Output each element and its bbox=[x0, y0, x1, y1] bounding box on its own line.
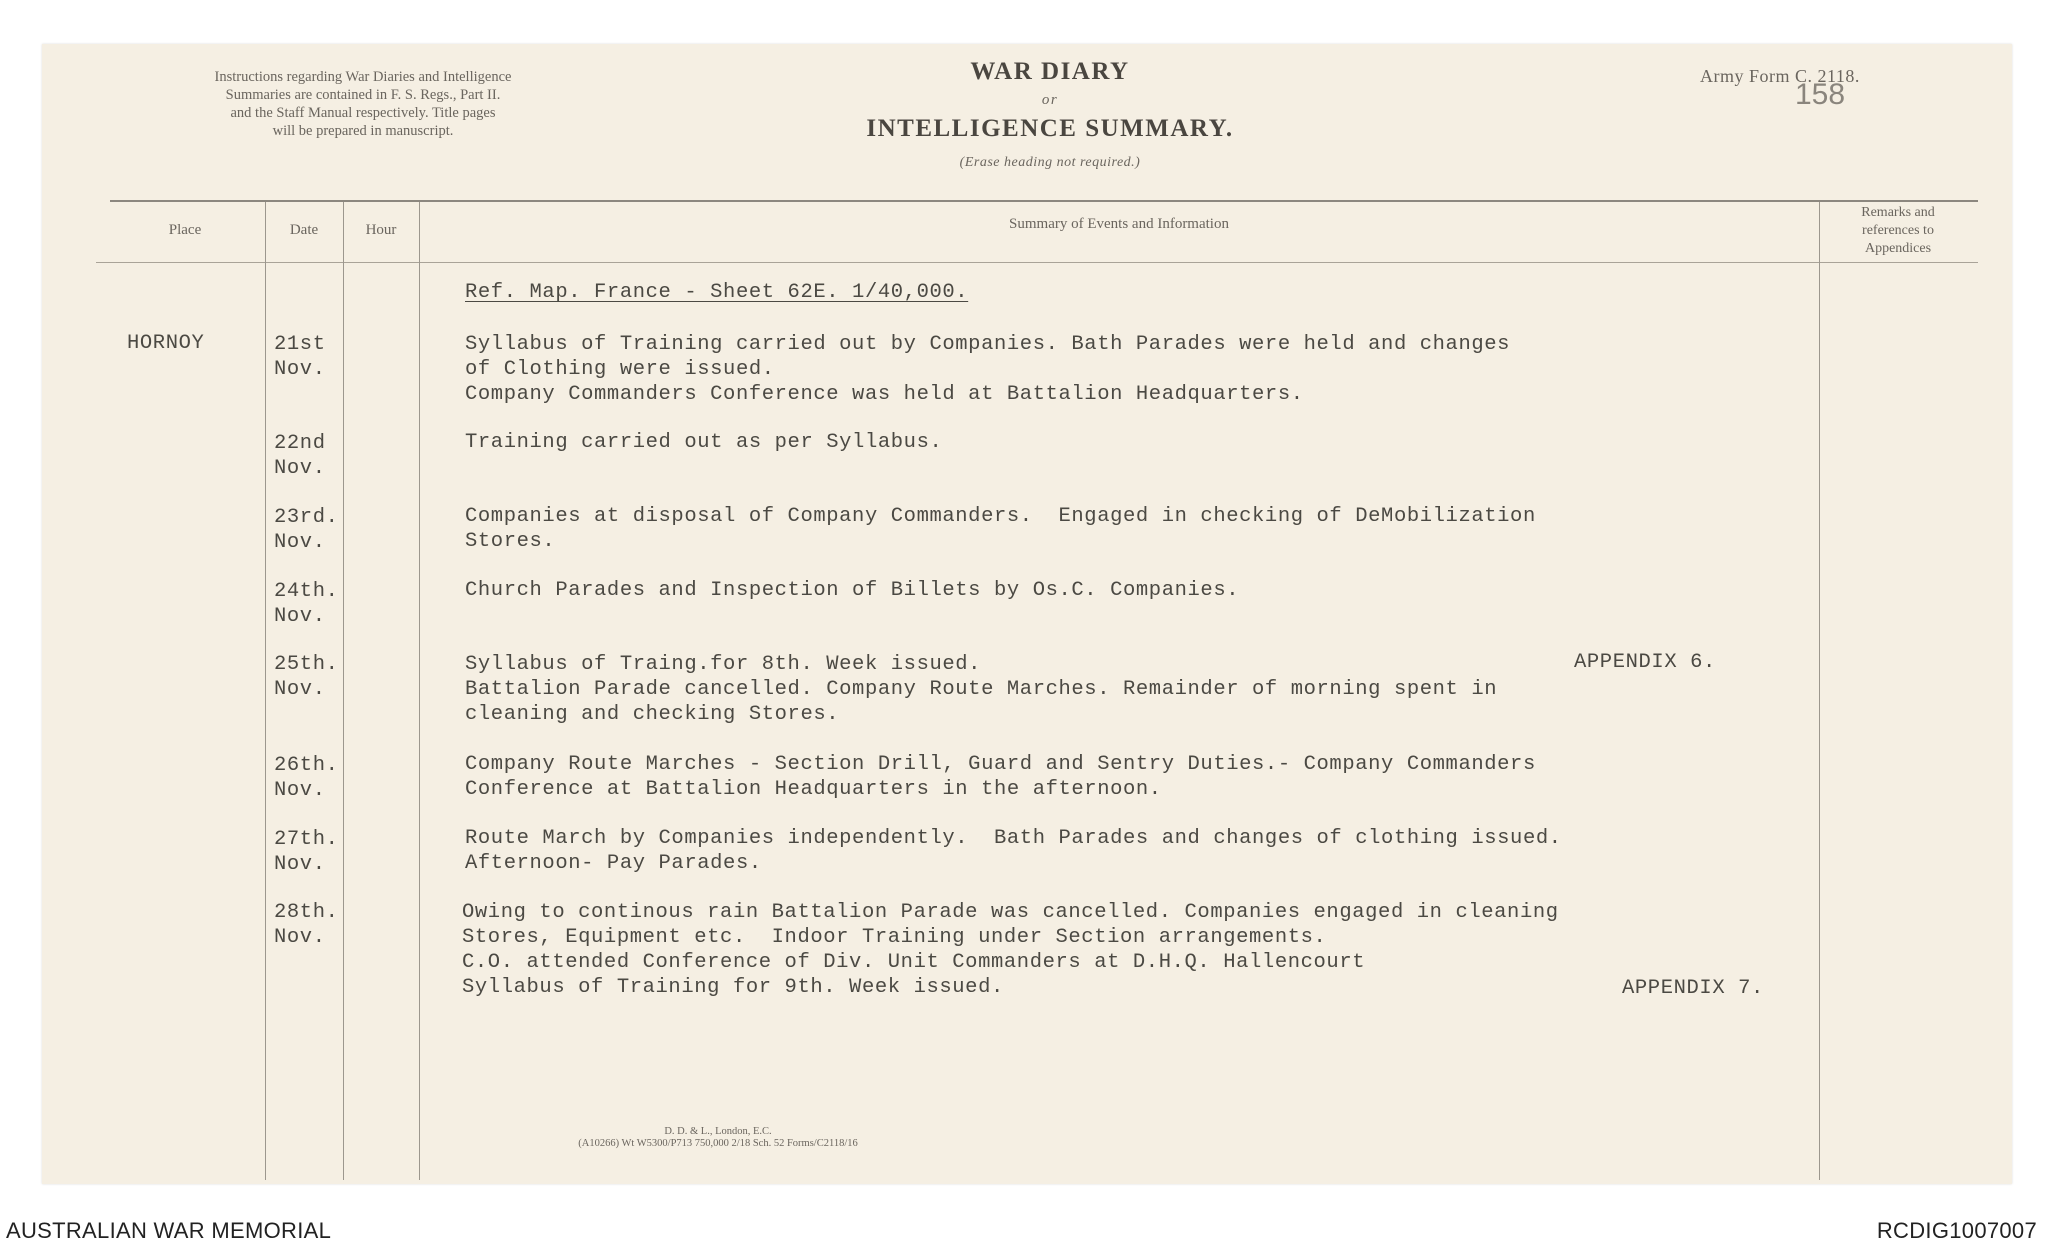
archive-id: RCDIG1007007 bbox=[1876, 1218, 2037, 1243]
entry-text bbox=[465, 332, 1510, 407]
entry-line: Conference at Battalion Headquarters in the afternoon. bbox=[465, 778, 1162, 801]
column-header-date: Date bbox=[289, 222, 319, 238]
column-header-hour: Hour bbox=[365, 222, 397, 238]
entry-date bbox=[274, 753, 339, 803]
date-month: Nov. bbox=[274, 853, 326, 876]
entry-line: Afternoon- Pay Parades. bbox=[465, 852, 762, 875]
column-header-summary: Summary of Events and Information bbox=[1009, 216, 1229, 232]
date-day: 27th. bbox=[274, 828, 339, 851]
date-day: 25th. bbox=[274, 653, 339, 676]
entry-line: Owing to continous rain Battalion Parade was cancelled. Companies engaged in cleaning bbox=[462, 901, 1559, 924]
instructions-line: and the Staff Manual respectively. Title pages bbox=[230, 105, 496, 121]
form-title bbox=[820, 58, 1280, 171]
appendix-reference: APPENDIX 7. bbox=[1622, 977, 1764, 1000]
date-month: Nov. bbox=[274, 605, 326, 628]
table-header-rule bbox=[96, 262, 1978, 263]
entry-line: Syllabus of Training carried out by Companies. Bath Parades were held and changes bbox=[465, 333, 1511, 356]
title-or: or bbox=[1041, 92, 1059, 108]
date-month: Nov. bbox=[274, 779, 326, 802]
entry-line: Syllabus of Training for 9th. Week issued. bbox=[462, 976, 1004, 999]
title-war-diary: WAR DIARY bbox=[970, 58, 1130, 85]
date-month: Nov. bbox=[274, 678, 326, 701]
entry-text bbox=[465, 826, 1562, 876]
entry-date bbox=[274, 652, 339, 702]
entry-date bbox=[274, 332, 326, 382]
instructions-line: will be prepared in manuscript. bbox=[272, 123, 454, 139]
erase-note: (Erase heading not required.) bbox=[959, 155, 1141, 170]
entry-line: Battalion Parade cancelled. Company Route Marches. Remainder of morning spent in bbox=[465, 678, 1498, 701]
entry-line: Training carried out as per Syllabus. bbox=[465, 431, 943, 454]
instructions-line: Instructions regarding War Diaries and Intelligence bbox=[214, 69, 512, 85]
column-header-place: Place bbox=[168, 222, 202, 238]
date-day: 28th. bbox=[274, 901, 339, 924]
remarks-line: references to bbox=[1862, 223, 1934, 238]
entry-text bbox=[465, 752, 1536, 802]
imprint-line: (A10266) Wt W5300/P713 750,000 2/18 Sch. 52 Forms/C2118/16 bbox=[578, 1138, 858, 1149]
printer-imprint bbox=[468, 1126, 968, 1150]
date-day: 24th. bbox=[274, 580, 339, 603]
entry-line: Company Commanders Conference was held at Battalion Headquarters. bbox=[465, 383, 1304, 406]
column-divider bbox=[343, 202, 344, 1180]
column-divider bbox=[419, 202, 420, 1180]
date-day: 22nd bbox=[274, 432, 326, 455]
date-month: Nov. bbox=[274, 531, 326, 554]
entry-date bbox=[274, 505, 339, 555]
map-reference: Ref. Map. France - Sheet 62E. 1/40,000. bbox=[465, 281, 969, 304]
entry-line: of Clothing were issued. bbox=[465, 358, 775, 381]
entry-line: C.O. attended Conference of Div. Unit Commanders at D.H.Q. Hallencourt bbox=[462, 951, 1366, 974]
entry-text bbox=[465, 578, 1239, 603]
date-day: 23rd. bbox=[274, 506, 339, 529]
entry-line: Companies at disposal of Company Commanders. Engaged in checking of DeMobilization bbox=[465, 505, 1536, 528]
date-month: Nov. bbox=[274, 457, 326, 480]
remarks-line: Remarks and bbox=[1861, 205, 1935, 220]
date-month: Nov. bbox=[274, 926, 326, 949]
entry-line: Stores. bbox=[465, 530, 556, 553]
entry-date bbox=[274, 827, 339, 877]
imprint-line: D. D. & L., London, E.C. bbox=[664, 1126, 772, 1137]
column-divider bbox=[265, 202, 266, 1180]
date-day: 21st bbox=[274, 333, 326, 356]
column-divider bbox=[1819, 202, 1820, 1180]
entry-date bbox=[274, 900, 339, 950]
table-top-rule bbox=[110, 200, 1978, 202]
entry-line: cleaning and checking Stores. bbox=[465, 703, 840, 726]
page-number: 158 bbox=[1795, 78, 1846, 111]
entry-date bbox=[274, 431, 326, 481]
remarks-line: Appendices bbox=[1864, 241, 1932, 256]
entry-line: Route March by Companies independently. Bath Parades and changes of clothing issued. bbox=[465, 827, 1562, 850]
title-intelligence-summary: INTELLIGENCE SUMMARY. bbox=[866, 115, 1234, 142]
entry-line: Company Route Marches - Section Drill, Guard and Sentry Duties.- Company Commanders bbox=[465, 753, 1536, 776]
entry-text bbox=[462, 900, 1559, 1000]
column-header-remarks bbox=[1822, 204, 1974, 258]
entry-text bbox=[465, 504, 1536, 554]
army-form-number: Army Form C. 2118. bbox=[1700, 66, 1860, 86]
entry-line: Stores, Equipment etc. Indoor Training under Section arrangements. bbox=[462, 926, 1327, 949]
archive-credit: AUSTRALIAN WAR MEMORIAL bbox=[6, 1218, 332, 1243]
entry-line: Syllabus of Traing.for 8th. Week issued. bbox=[465, 653, 982, 676]
entry-text bbox=[465, 430, 942, 455]
entry-date bbox=[274, 579, 339, 629]
instructions-note bbox=[118, 68, 608, 140]
date-day: 26th. bbox=[274, 754, 339, 777]
date-month: Nov. bbox=[274, 358, 326, 381]
appendix-reference: APPENDIX 6. bbox=[1574, 651, 1716, 674]
entry-line: Church Parades and Inspection of Billets by Os.C. Companies. bbox=[465, 579, 1240, 602]
place-entry: HORNOY bbox=[127, 332, 205, 355]
instructions-line: Summaries are contained in F. S. Regs., Part II. bbox=[225, 87, 501, 103]
entry-text bbox=[465, 652, 1497, 727]
